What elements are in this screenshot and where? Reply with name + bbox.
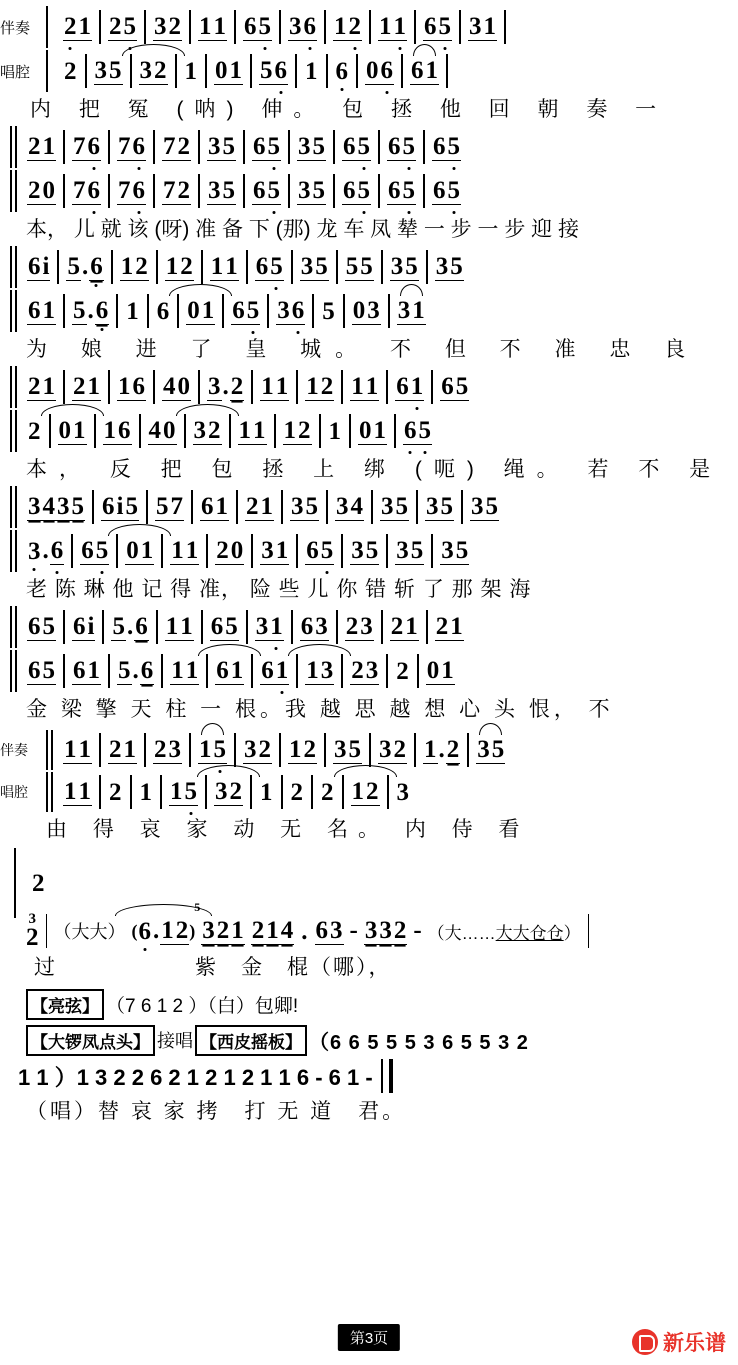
system-1-accompaniment-notes: 2 1 2 5 3 2 1 1 6 5 3 6 1 2 1 1 6 5 3 1: [60, 10, 738, 44]
system-4-bottom-notes: 2 0 1 1 6 4 0 3 2 1 1 1 2 1 0 1 6 5: [24, 414, 738, 448]
system-5-bottom-row: [0, 530, 738, 572]
liangxian-tag: 【亮弦】: [26, 989, 104, 1020]
system-6-bottom-notes: 6 5 6 1 5 . 6 1 1 6 1 6 1 1 3 2 3 2 0 1: [24, 654, 738, 688]
system-6-top-row: [0, 606, 738, 648]
system-brace-6b: [10, 650, 22, 692]
system-7-accompaniment-notes: 1 1 2 1 2 3 1 5 3 2 1 2 3 5 3 2 1 . 2 3 5: [60, 733, 738, 767]
system-brace-4: [10, 366, 22, 408]
system-2-top-row: [0, 126, 738, 168]
system-brace-1: [46, 6, 58, 48]
system-3-bottom-notes: 6 1 5 . 6 1 6 0 1 6 5 3 6 5 0 3 3 1: [24, 294, 738, 328]
system-7-lyrics: 由 得 哀 家 动 无 名。 内 侍 看: [0, 812, 738, 844]
final-barline: [381, 1059, 393, 1093]
system-brace-7b: [46, 772, 58, 812]
system-3-bottom-row: [0, 290, 738, 332]
system-brace-2: [10, 126, 22, 168]
system-brace-5: [10, 486, 22, 528]
system-5-top-row: [0, 486, 738, 528]
coda-system: [0, 846, 738, 982]
system-5-top-notes: 3 4 3 5 6 i 5 5 7 6 1 2 1 3 5 3 4 3 5 3 5 3 5: [24, 490, 738, 524]
system-3-top-notes: 6 i 5 . 6 1 2 1 2 1 1 6 5 3 5 5 5 3 5 3 5: [24, 250, 738, 284]
system-brace-1b: [46, 50, 58, 92]
accompaniment-label-2: 伴奏: [0, 740, 46, 760]
system-3-top-row: [0, 246, 738, 288]
coda-lyrics: 过 紫 金 棍（哪），: [0, 950, 738, 982]
system-7-accompaniment-row: [0, 730, 738, 770]
last-lyrics: （唱）替 哀 家 拷 打 无 道 君。: [0, 1094, 738, 1126]
system-6-top-notes: 6 5 6 i 5 . 6 1 1 6 5 3 1 6 3 2 3 2 1 2 1: [24, 610, 738, 644]
coda-pickup-note: 2: [31, 871, 46, 896]
accompaniment-label-1: 伴奏: [0, 17, 46, 38]
coda-brace: [14, 848, 26, 918]
system-2-bottom-row: [0, 170, 738, 212]
sheet-music-page: [0, 4, 738, 1365]
system-7-vocal-notes: 1 1 2 1 1 5 3 2 1 2 2 1 2 3: [60, 775, 738, 809]
system-brace-2b: [10, 170, 22, 212]
last-note-content: 1 1 ）1 3 2 2 6 2 1 2 1 2 1 1 6 - 6 1 -: [18, 1061, 373, 1092]
system-6-bottom-row: [0, 650, 738, 692]
brand-name: 新乐谱: [663, 1327, 726, 1357]
system-5-lyrics: 老 陈 琳 他 记 得 准， 险 些 儿 你 错 斩 了 那 架 海: [0, 572, 738, 604]
system-3-lyrics: 为 娘 进 了 皇 城。 不 但 不 准 忠 良: [0, 332, 738, 364]
vocal-label-2: 唱腔: [0, 782, 46, 802]
system-7: [0, 728, 738, 844]
system-4-lyrics: 本， 反 把 包 拯 上 绑 (呃) 绳。 若 不 是: [0, 452, 738, 484]
coda-main-row: [0, 912, 738, 950]
system-4-bottom-row: [0, 410, 738, 452]
system-2-bottom-notes: 2 0 7 6 7 6 7 2 3 5 6 5 3 5 6 5 6 5 6 5: [24, 174, 738, 208]
page-number: 第3页: [338, 1324, 400, 1351]
brand-logo: [632, 1327, 726, 1357]
daluo-mid: 接唱: [157, 1027, 193, 1053]
system-2: [0, 124, 738, 244]
system-brace-7: [46, 730, 58, 770]
system-7-vocal-row: [0, 772, 738, 812]
meter-numerator: 3: [29, 912, 37, 926]
system-3: [0, 244, 738, 364]
daluo-tag: 【大锣凤点头】: [26, 1025, 155, 1056]
system-1-vocal-row: [0, 50, 738, 92]
daluo-line: [0, 1022, 738, 1058]
xipiyaoban-tag: 【西皮摇板】: [195, 1025, 307, 1056]
system-6: [0, 604, 738, 724]
system-brace-3b: [10, 290, 22, 332]
system-5: [0, 484, 738, 604]
system-brace-4b: [10, 410, 22, 452]
vocal-label-1: 唱腔: [0, 61, 46, 82]
system-1-accompaniment-row: [0, 6, 738, 48]
meter-denominator: 2: [26, 926, 39, 950]
system-4-top-row: [0, 366, 738, 408]
liangxian-line: [0, 986, 738, 1022]
system-4: [0, 364, 738, 484]
coda-pickup-row: [0, 848, 738, 918]
daluo-content: （6 6 5 5 5 3 6 5 5 3 2: [309, 1026, 529, 1055]
system-1: [0, 4, 738, 124]
music-note-icon: [632, 1329, 658, 1355]
system-1-vocal-notes: 2 3 5 3 2 1 0 1 5 6 1 6 0 6 6 1: [60, 54, 738, 88]
system-5-bottom-notes: 3 . 6 6 5 0 1 1 1 2 0 3 1 6 5 3 5 3 5 3 5: [24, 534, 738, 568]
coda-notes: （大大） ( 6 . 1 2 ) 5 3 2 1 2 1 4 . 6 3 - 3 3 2 - （大…… 大大仓仓 ）: [42, 914, 738, 948]
system-2-top-notes: 2 1 7 6 7 6 7 2 3 5 6 5 3 5 6 5 6 5 6 5: [24, 130, 738, 164]
system-6-lyrics: 金 梁 擎 天 柱 一 根。我 越 思 越 想 心 头 恨， 不: [0, 692, 738, 724]
liangxian-content: （7 6 1 2 ）（白）包卿!: [106, 991, 298, 1018]
last-note-line: [0, 1058, 738, 1094]
system-brace-5b: [10, 530, 22, 572]
coda-pickup: [28, 870, 738, 896]
system-brace-3: [10, 246, 22, 288]
system-4-top-notes: 2 1 2 1 1 6 4 0 3 . 2 1 1 1 2 1 1 6 1 6 5: [24, 370, 738, 404]
system-1-lyrics: 内 把 冤 (呐) 伸。 包 拯 他 回 朝 奏 一: [0, 92, 738, 124]
system-2-lyrics: 本， 儿 就 该 (呀) 准 备 下 (那) 龙 车 凤 辇 一 步 一 步 迎 接: [0, 212, 738, 244]
system-brace-6: [10, 606, 22, 648]
